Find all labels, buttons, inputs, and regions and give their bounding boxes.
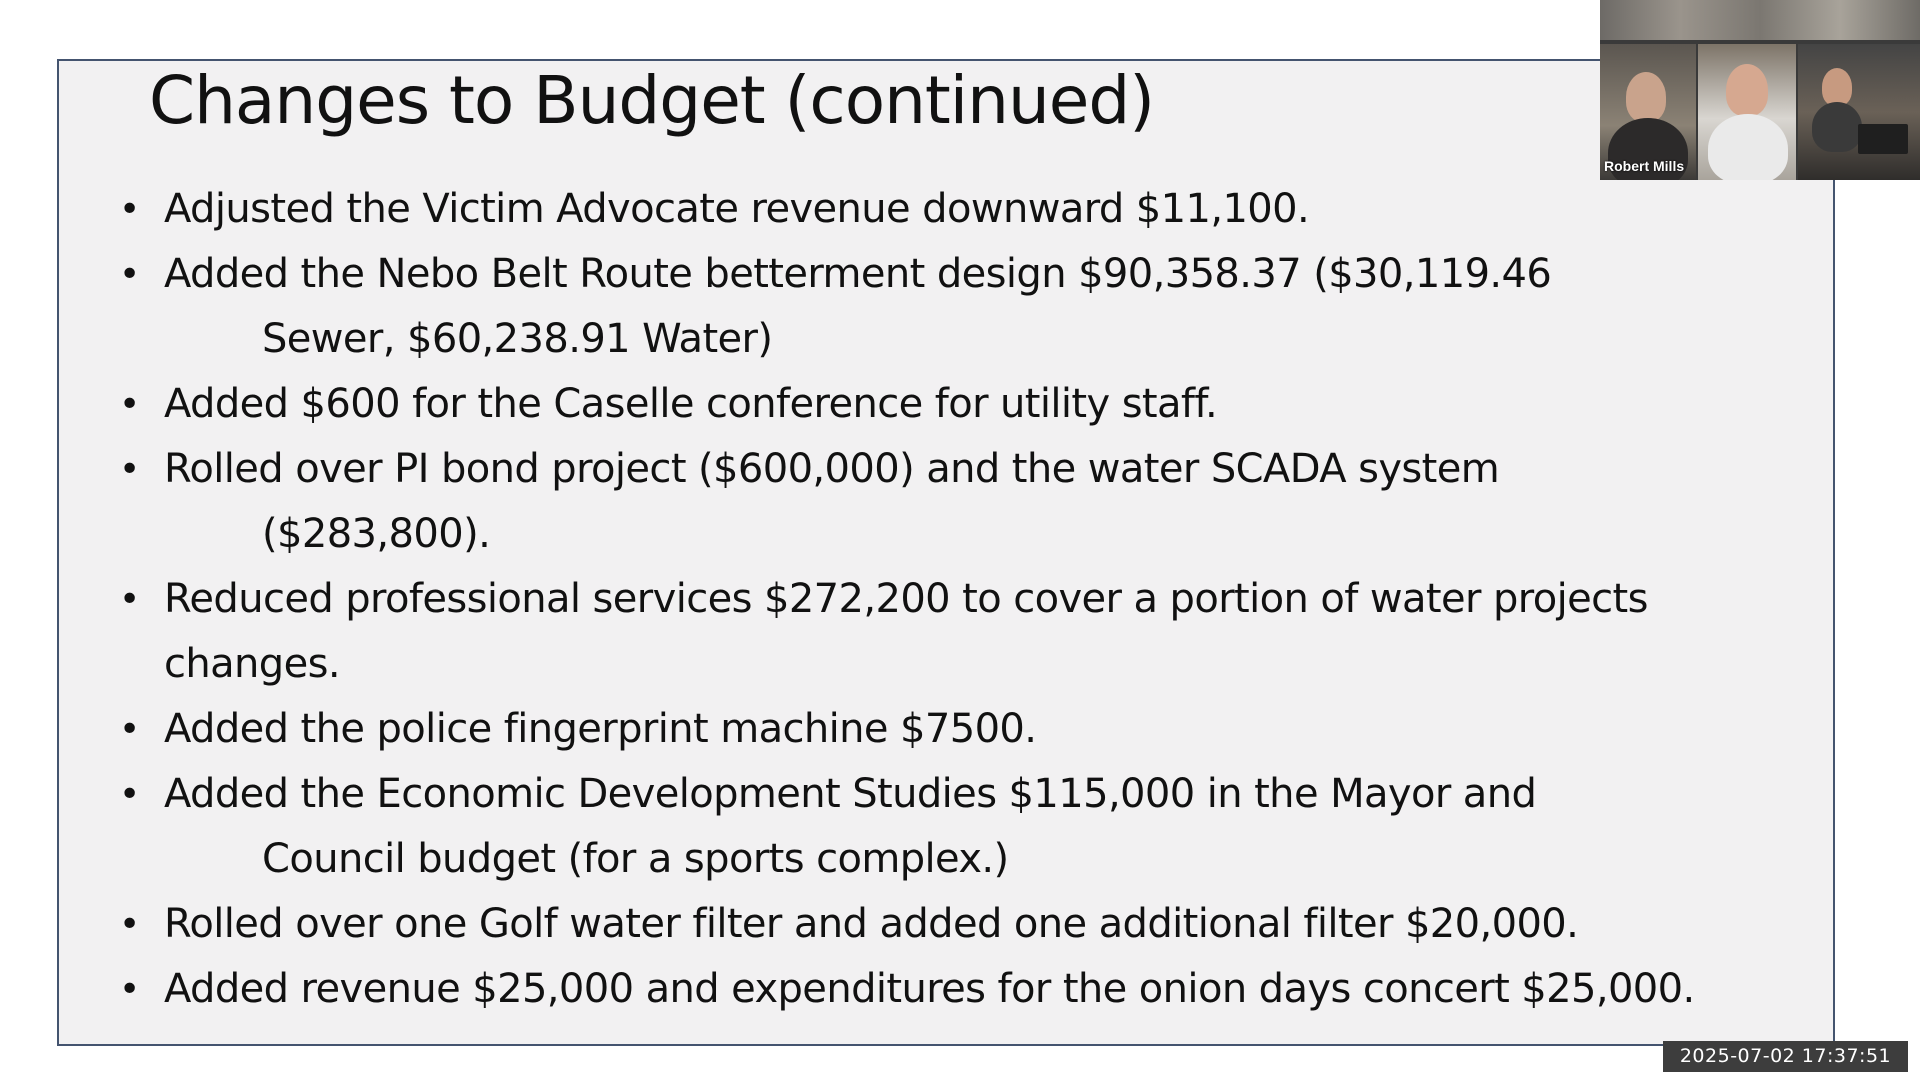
slide-title: Changes to Budget (continued) [149, 62, 1155, 139]
bullet-item: • Adjusted the Victim Advocate revenue downward $11,100. [164, 177, 1904, 242]
bullet-dot-icon: • [119, 969, 140, 1010]
participant-tile[interactable] [1798, 44, 1920, 180]
room-camera-view[interactable] [1600, 0, 1920, 40]
laptop-icon [1858, 124, 1908, 154]
bullet-dot-icon: • [119, 449, 140, 490]
bullet-dot-icon: • [119, 189, 140, 230]
participant-avatar [1726, 64, 1768, 116]
bullet-dot-icon: • [119, 709, 140, 750]
bullet-dot-icon: • [119, 904, 140, 945]
recording-timestamp: 2025-07-02 17:37:51 [1663, 1041, 1908, 1072]
bullet-dot-icon: • [119, 579, 140, 620]
participant-tile[interactable] [1698, 44, 1796, 180]
video-conference-panel[interactable] [1600, 0, 1920, 180]
bullet-item: • Added the Nebo Belt Route betterment design $90,358.37 ($30,119.46 Sewer, $60,238.91 Water) [164, 242, 1904, 372]
participant-avatar [1822, 68, 1852, 106]
participant-tile[interactable] [1600, 44, 1696, 180]
bullet-item: • Added revenue $25,000 and expenditures for the onion days concert $25,000. [164, 957, 1904, 1022]
bullet-item: • Reduced professional services $272,200 to cover a portion of water projects changes. [164, 567, 1904, 697]
bullet-item: • Rolled over PI bond project ($600,000) and the water SCADA system ($283,800). [164, 437, 1904, 567]
presentation-slide [57, 59, 1835, 1046]
bullet-item: • Added the police fingerprint machine $7500. [164, 697, 1904, 762]
bullet-dot-icon: • [119, 774, 140, 815]
participant-name: Robert Mills [1604, 158, 1685, 174]
participant-avatar [1626, 72, 1666, 122]
bullet-dot-icon: • [119, 254, 140, 295]
participant-body [1708, 114, 1788, 180]
bullet-list [119, 177, 1859, 1022]
bullet-dot-icon: • [119, 384, 140, 425]
bullet-item: • Added $600 for the Caselle conference for utility staff. [164, 372, 1904, 437]
bullet-item: • Rolled over one Golf water filter and added one additional filter $20,000. [164, 892, 1904, 957]
bullet-item: • Added the Economic Development Studies $115,000 in the Mayor and Council budget (for a sports complex.) [164, 762, 1904, 892]
participant-body [1812, 102, 1862, 152]
